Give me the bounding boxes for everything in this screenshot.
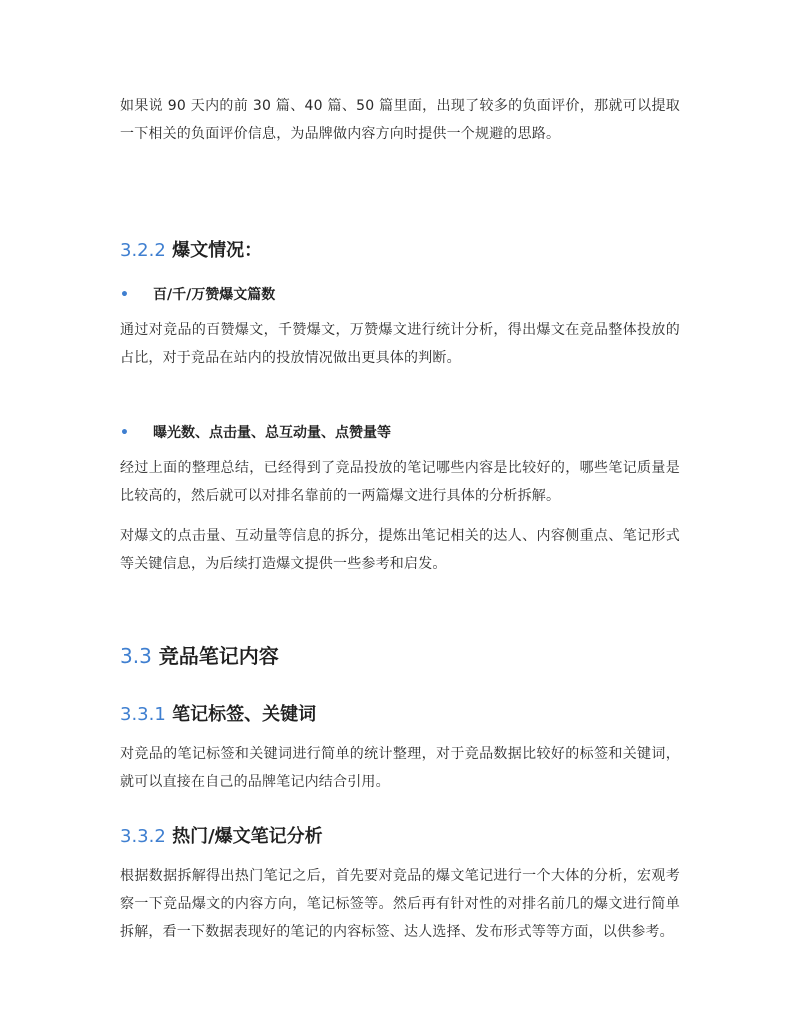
paragraph-viral-stats: 通过对竞品的百赞爆文，千赞爆文，万赞爆文进行统计分析，得出爆文在竞品整体投放的占比，对于竞品在站内的投放情况做出更具体的判断。 xyxy=(120,322,680,366)
bullet-item-viral-count xyxy=(120,284,275,304)
paragraph-tags-keywords: 对竞品的笔记标签和关键词进行简单的统计整理，对于竞品数据比较好的标签和关键词，就可以直接在自己的品牌笔记内结合引用。 xyxy=(120,746,680,790)
heading-number: 3.2.2 xyxy=(120,240,166,261)
paragraph-breakdown: 对爆文的点击量、互动量等信息的拆分，提炼出笔记相关的达人、内容侧重点、笔记形式等关键信息，为后续打造爆文提供一些参考和启发。 xyxy=(120,528,680,572)
heading-3-3 xyxy=(120,640,279,669)
heading-text: 竞品笔记内容 xyxy=(158,644,279,668)
bullet-text: 曝光数、点击量、总互动量、点赞量等 xyxy=(153,425,391,441)
heading-3-3-1 xyxy=(120,700,316,726)
heading-text: 笔记标签、关键词 xyxy=(172,704,317,725)
bullet-item-metrics xyxy=(120,422,391,442)
paragraph-negative-review: 如果说 90 天内的前 30 篇、40 篇、50 篇里面，出现了较多的负面评价，那就可以提取一下相关的负面评价信息，为品牌做内容方向时提供一个规避的思路。 xyxy=(120,98,680,142)
heading-text: 热门/爆文笔记分析 xyxy=(172,826,323,847)
heading-number: 3.3.2 xyxy=(120,826,166,847)
bullet-dot: • xyxy=(120,287,129,303)
heading-text: 爆文情况： xyxy=(172,240,263,261)
heading-number: 3.3 xyxy=(120,644,152,668)
heading-3-2-2 xyxy=(120,236,262,262)
heading-number: 3.3.1 xyxy=(120,704,166,725)
heading-3-3-2 xyxy=(120,822,323,848)
paragraph-hot-notes-analysis: 根据数据拆解得出热门笔记之后，首先要对竞品的爆文笔记进行一个大体的分析，宏观考察一下竞品爆文的内容方向，笔记标签等。然后再有针对性的对排名前几的爆文进行简单拆解，看一下数据表现好的笔记的内容标签、达人选择、发布形式等等方面，以供参考。 xyxy=(120,868,680,940)
bullet-dot: • xyxy=(120,425,129,441)
paragraph-summary: 经过上面的整理总结，已经得到了竞品投放的笔记哪些内容是比较好的，哪些笔记质量是比较高的，然后就可以对排名靠前的一两篇爆文进行具体的分析拆解。 xyxy=(120,460,680,504)
bullet-text: 百/千/万赞爆文篇数 xyxy=(153,287,276,303)
